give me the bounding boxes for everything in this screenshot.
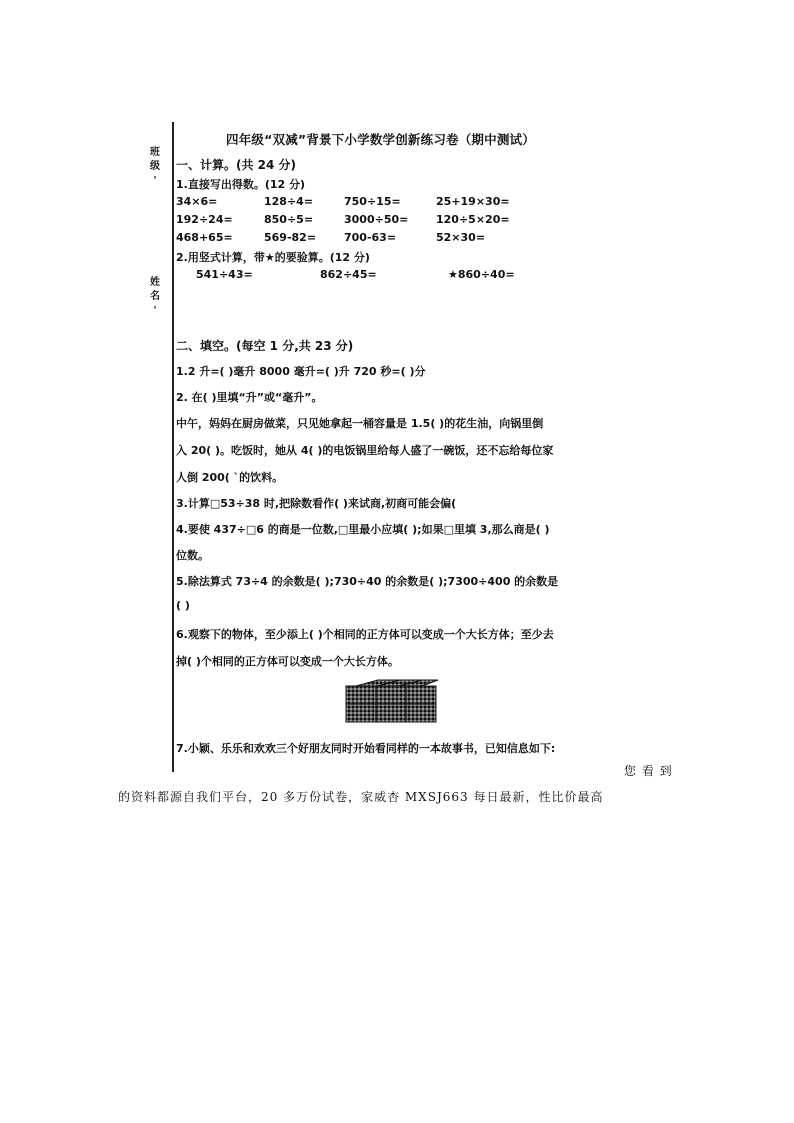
calc-item: 52×30= <box>436 231 486 244</box>
vertical-calc-item: 541÷43= <box>196 268 253 281</box>
fill-q1: 1.2 升=( )毫升 8000 毫升=( )升 720 秒=( )分 <box>176 365 426 378</box>
cube-stack-figure <box>344 678 440 724</box>
section2-heading: 二、填空。(每空 1 分,共 23 分) <box>176 339 354 353</box>
calc-item: 128÷4= <box>264 195 314 208</box>
exam-title: 四年级“双减”背景下小学数学创新练习卷（期中测试） <box>226 132 535 147</box>
fill-q4-line: 位数。 <box>176 549 209 562</box>
q1-heading: 1.直接写出得数。(12 分) <box>176 178 306 191</box>
calc-item: 700-63= <box>344 231 397 244</box>
fill-q4-line: 4.要使 437÷□6 的商是一位数,□里最小应填( );如果□里填 3,那么商是( ) <box>176 523 550 536</box>
class-label-mark: ' <box>153 175 157 186</box>
calc-item: 120÷5×20= <box>436 213 510 226</box>
name-label-mark: ' <box>153 305 157 316</box>
calc-item: 34×6= <box>176 195 218 208</box>
footer-line2: 的资料都源自我们平台，20 多万份试卷，家威杏 MXSJ663 每日最新，性比价最高 <box>118 790 604 804</box>
footer-line1: 您 看 到 <box>624 764 673 778</box>
fill-q3: 3.计算□53÷38 时,把除数看作( )来试商,初商可能会偏( <box>176 497 457 510</box>
fill-q6-line: 6.观察下的物体，至少添上( )个相同的正方体可以变成一个大长方体；至少去 <box>176 628 554 641</box>
fill-q2-text-line: 中午，妈妈在厨房做菜，只见她拿起一桶容量是 1.5( )的花生油，向锅里倒 <box>176 417 544 430</box>
calc-item: 750÷15= <box>344 195 401 208</box>
calc-item: 850÷5= <box>264 213 314 226</box>
fill-q5-line: 5.除法算式 73÷4 的余数是( );730÷40 的余数是( );7300÷400 的余数是 <box>176 575 559 588</box>
vertical-calc-item: ★860÷40= <box>448 268 515 281</box>
binding-margin-line <box>172 122 174 772</box>
q2-heading: 2.用竖式计算，带★的要验算。(12 分) <box>176 251 370 264</box>
name-label: 姓名 <box>150 277 160 302</box>
fill-q6-line: 掉( )个相同的正方体可以变成一个大长方体。 <box>176 655 399 668</box>
fill-q5-line: ( ) <box>176 599 190 612</box>
section1-heading: 一、计算。(共 24 分) <box>176 158 297 172</box>
calc-item: 192÷24= <box>176 213 233 226</box>
fill-q2-text-line: 入 20( )。吃饭时，她从 4( )的电饭锅里给每人盛了一碗饭，还不忘给每位家 <box>176 444 554 457</box>
vertical-calc-item: 862÷45= <box>320 268 377 281</box>
fill-q2-intro: 2. 在( )里填“升”或“毫升”。 <box>176 391 323 404</box>
fill-q7: 7.小颖、乐乐和欢欢三个好朋友同时开始看同样的一本故事书，已知信息如下: <box>176 742 556 755</box>
class-label: 班级 <box>150 147 160 172</box>
calc-item: 3000÷50= <box>344 213 409 226</box>
calc-item: 468+65= <box>176 231 233 244</box>
calc-item: 569-82= <box>264 231 317 244</box>
fill-q2-text-line: 人倒 200( `的饮料。 <box>176 471 284 484</box>
calc-item: 25+19×30= <box>436 195 510 208</box>
